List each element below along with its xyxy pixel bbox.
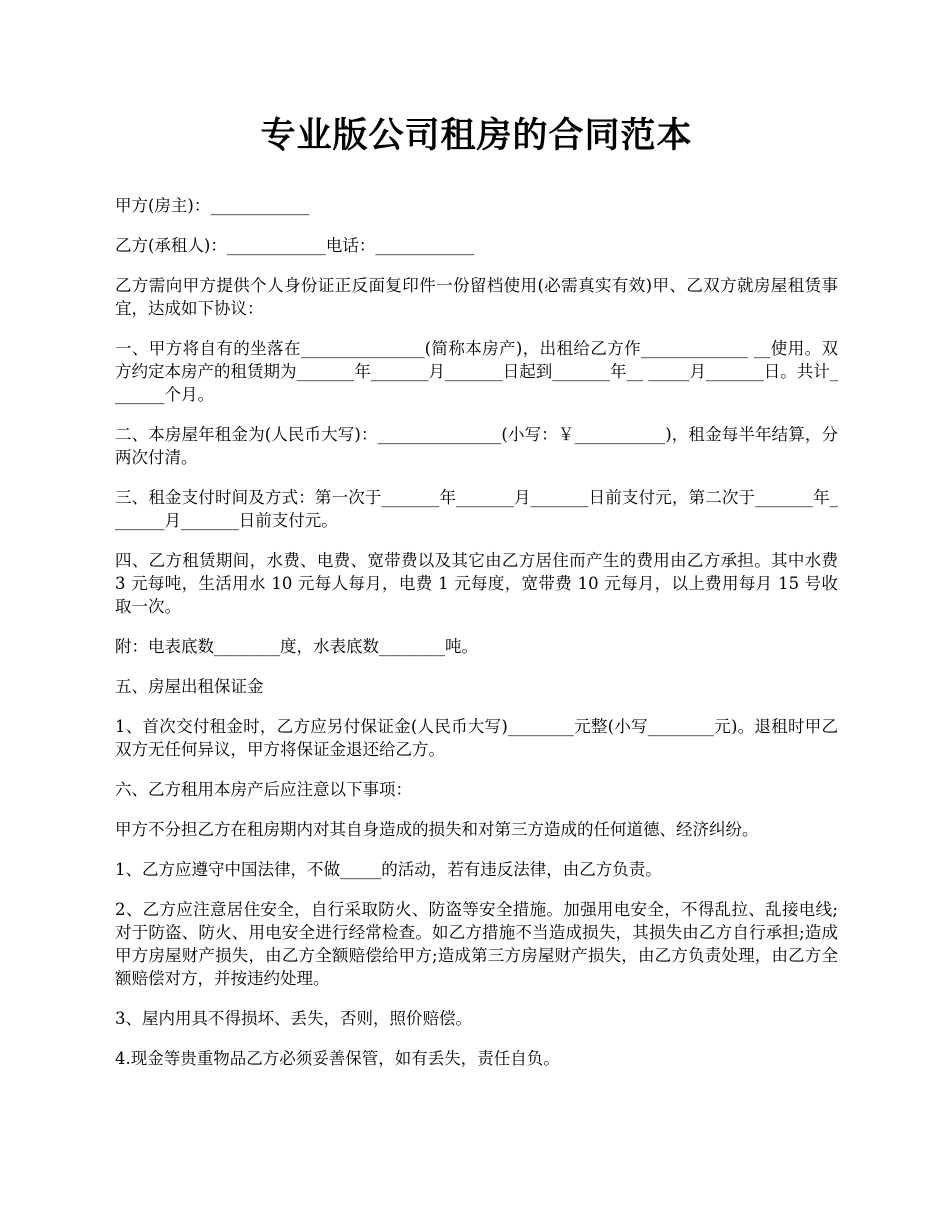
clause-6-item-3-furnishings: 3、屋内用具不得损坏、丢失，否则，照价赔偿。: [115, 1009, 472, 1028]
preamble-paragraph: 乙方需向甲方提供个人身份证正反面复印件一份留档使用(必需真实有效)甲、乙双方就房屋租赁事宜，达成如下协议：: [115, 276, 838, 318]
document-title: 专业版公司租房的合同范本: [260, 115, 693, 156]
clause-5-item-1-deposit: 1、首次交付租金时，乙方应另付保证金(人民币大写)________元整(小写________元)。退租时甲乙双方无任何异议，甲方将保证金退还给乙方。: [115, 717, 838, 759]
party-a-landlord-line: 甲方(房主)：____________: [115, 196, 310, 215]
clause-6-item-4-valuables: 4.现金等贵重物品乙方必须妥善保管，如有丢失，责任自负。: [115, 1049, 560, 1068]
clause-1-property-and-term: 一、甲方将自有的坐落在_______________(简称本房产)，出租给乙方作_____________ __使用。双方约定本房产的租赁期为_______年_______月_______日起到_______年__ _____月_______日。共计_______个月。: [115, 339, 838, 404]
meter-readings-note: 附：电表底数________度，水表底数________吨。: [115, 637, 478, 656]
clause-6-item-2-safety: 2、乙方应注意居住安全，自行采取防火、防盗等安全措施。加强用电安全，不得乱拉、乱接电线;对于防盗、防火、用电安全进行经常检查。如乙方措施不当造成损失，其损失由乙方自行承担;造成甲方房屋财产损失，由乙方全额赔偿给甲方;造成第三方房屋财产损失，由乙方负责处理，由乙方全额赔偿对方，并按违约处理。: [115, 900, 838, 988]
clause-4-utilities: 四、乙方租赁期间，水费、电费、宽带费以及其它由乙方居住而产生的费用由乙方承担。其中水费 3 元每吨，生活用水 10 元每人每月，电费 1 元每度，宽带费 10 元每月，以上费用每月 15 号收取一次。: [115, 551, 838, 616]
clause-2-annual-rent: 二、本房屋年租金为(人民币大写)：_______________(小写：￥___________)，租金每半年结算，分两次付清。: [115, 425, 838, 467]
party-b-tenant-line: 乙方(承租人)：____________电话：____________: [115, 236, 475, 255]
clause-5-heading-deposit: 五、房屋出租保证金: [115, 677, 264, 696]
liability-disclaimer: 甲方不分担乙方在租房期内对其自身造成的损失和对第三方造成的任何道德、经济纠纷。: [115, 820, 759, 839]
clause-6-heading-notes: 六、乙方租用本房产后应注意以下事项：: [115, 780, 412, 799]
clause-3-payment-schedule: 三、租金支付时间及方式：第一次于_______年_______月_______日前支付元，第二次于_______年_______月_______日前支付元。: [115, 488, 838, 530]
clause-6-item-1-law: 1、乙方应遵守中国法律，不做_____的活动，若有违反法律，由乙方负责。: [115, 860, 662, 879]
